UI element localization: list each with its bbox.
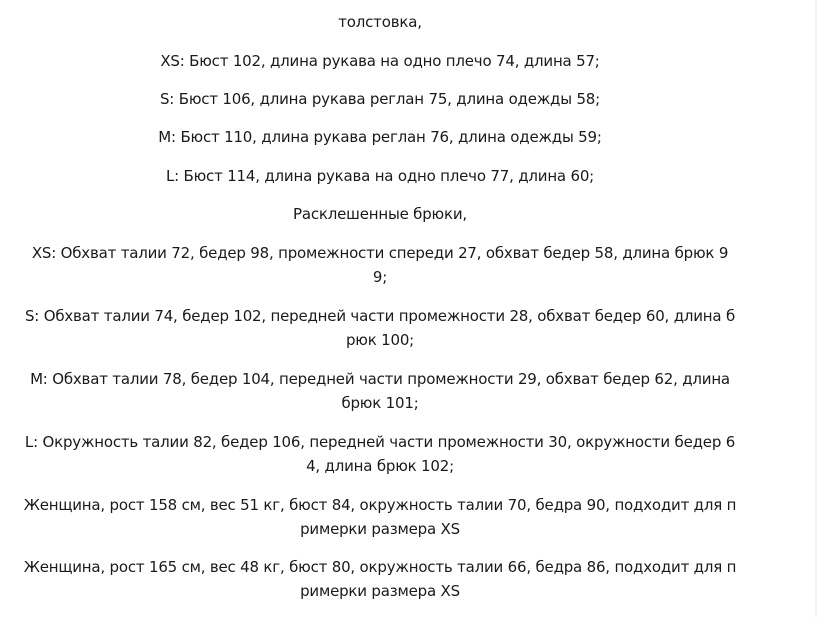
text-line-hoodie-m: M: Бюст 110, длина рукава реглан 76, длина одежды 59; xyxy=(158,128,602,146)
text-line-model-1-wrap: римерки размера XS xyxy=(300,520,460,538)
text-line-pants-s: S: Обхват талии 74, бедер 102, передней части промежности 28, обхват бедер 60, длина б xyxy=(24,307,736,325)
text-line-model-1: Женщина, рост 158 см, вес 51 кг, бюст 84, окружность талии 70, бедра 90, подходит для п xyxy=(23,496,737,514)
text-line-hoodie-s: S: Бюст 106, длина рукава реглан 75, длина одежды 58; xyxy=(159,90,600,108)
text-line-hoodie-l: L: Бюст 114, длина рукава на одно плечо 77, длина 60; xyxy=(165,167,595,185)
text-line-hoodie-xs: XS: Бюст 102, длина рукава на одно плечо 74, длина 57; xyxy=(160,52,600,70)
text-line-pants-m-wrap: брюк 101; xyxy=(341,394,419,412)
text-line-hoodie-heading: толстовка, xyxy=(338,13,422,31)
text-line-model-2-wrap: римерки размера XS xyxy=(300,582,460,600)
text-line-pants-s-wrap: рюк 100; xyxy=(345,331,415,349)
text-line-pants-l: L: Окружность талии 82, бедер 106, передней части промежности 30, окружности бедер 6 xyxy=(24,433,736,451)
text-line-pants-xs-wrap: 9; xyxy=(372,268,388,286)
text-line-pants-xs: XS: Обхват талии 72, бедер 98, промежности спереди 27, обхват бедер 58, длина брюк 9 xyxy=(31,244,729,262)
text-line-pants-heading: Расклешенные брюки, xyxy=(293,205,467,223)
text-line-pants-m: M: Обхват талии 78, бедер 104, передней части промежности 29, обхват бедер 62, длина xyxy=(30,370,730,388)
text-line-pants-l-wrap: 4, длина брюк 102; xyxy=(306,457,454,475)
text-line-model-2: Женщина, рост 165 см, вес 48 кг, бюст 80, окружность талии 66, бедра 86, подходит для п xyxy=(23,558,737,576)
